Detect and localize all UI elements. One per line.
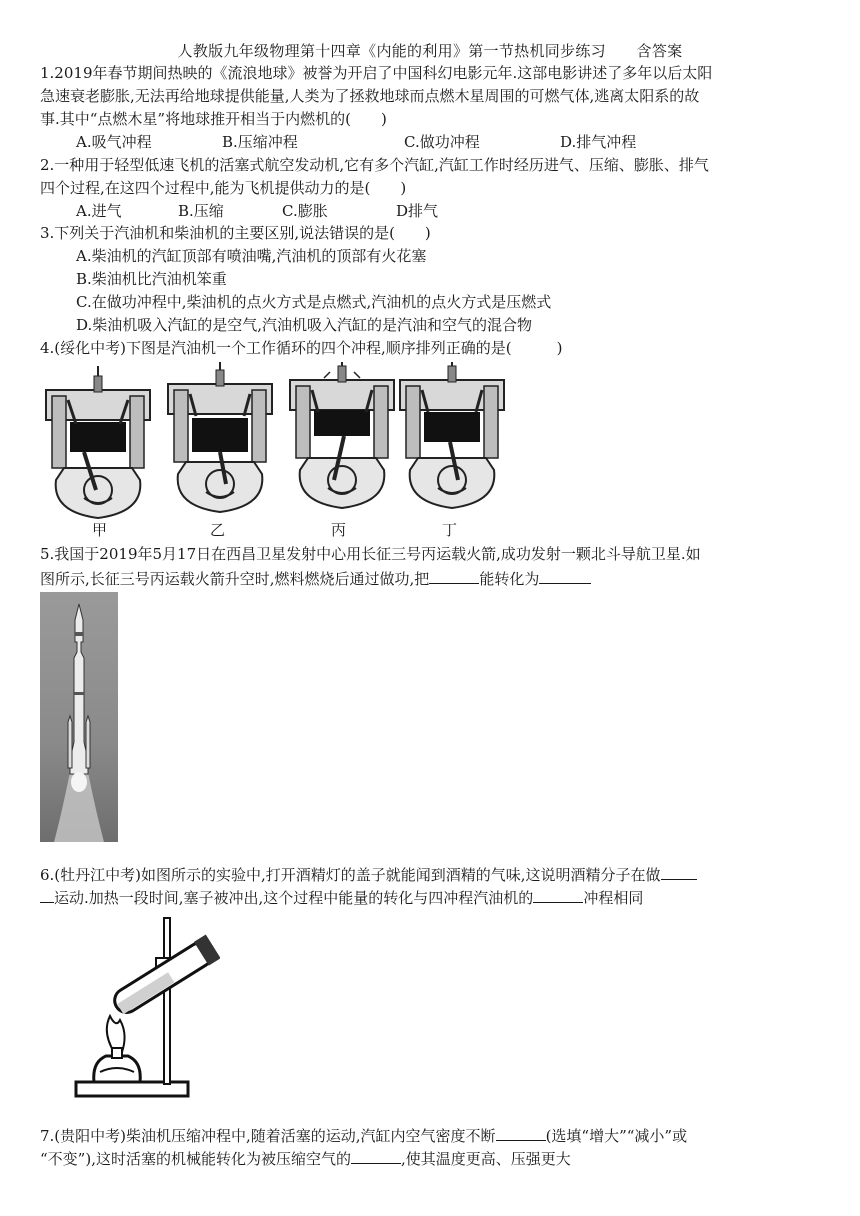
engine-jia-icon: [46, 366, 150, 518]
q3-option-b: B.柴油机比汽油机笨重: [76, 270, 227, 288]
q1-option-a: A.吸气冲程: [76, 133, 152, 151]
q7-line-2: [40, 1146, 571, 1171]
engine-strokes-figure: [40, 362, 520, 542]
q4-stem: 4.(绥化中考)下图是汽油机一个工作循环的四个冲程,顺序排列正确的是( ): [40, 339, 563, 357]
q6-blank-1-end[interactable]: [40, 885, 54, 903]
q5-blank-2[interactable]: [539, 566, 591, 584]
q2-option-d: D排气: [396, 202, 439, 220]
q7-line-2b: ,使其温度更高、压强更大: [400, 1150, 571, 1168]
q2-option-b: B.压缩: [178, 202, 224, 220]
q5-blank-1[interactable]: [429, 566, 479, 584]
q2-line-1: 2.一种用于轻型低速飞机的活塞式航空发动机,它有多个汽缸,汽缸工作时经历进气、压缩、膨胀、排气: [40, 156, 709, 174]
engine-yi-icon: [168, 362, 272, 512]
q1-option-c: C.做功冲程: [404, 133, 480, 151]
alcohol-lamp-apparatus: [70, 912, 220, 1106]
rocket-photo: [40, 592, 118, 842]
q6-line-2: [40, 885, 643, 910]
q5-line-2a: 图所示,长征三号丙运载火箭升空时,燃料燃烧后通过做功,把: [40, 570, 430, 588]
q5-line-2b: 能转化为: [479, 570, 540, 588]
q1-line-1: 1.2019年春节期间热映的《流浪地球》被誉为开启了中国科幻电影元年.这部电影讲述了多年以后太阳: [40, 64, 713, 82]
q6-line-2b: 冲程相同: [583, 889, 644, 907]
engine-label-jia: 甲: [92, 521, 108, 539]
q6-line-1: [40, 862, 697, 887]
q7-blank-1[interactable]: [496, 1123, 546, 1141]
q7-line-1: [40, 1123, 687, 1148]
q6-line-1-text: 6.(牡丹江中考)如图所示的实验中,打开酒精灯的盖子就能闻到酒精的气味,这说明酒精分子在做: [40, 866, 661, 884]
engine-label-ding: 丁: [442, 521, 458, 539]
q6-blank-1-start[interactable]: [661, 862, 697, 880]
q6-line-2a: 运动.加热一段时间,塞子被冲出,这个过程中能量的转化与四冲程汽油机的: [54, 889, 534, 907]
q5-line-1: 5.我国于2019年5月17日在西昌卫星发射中心用长征三号丙运载火箭,成功发射一颗北斗导航卫星.如: [40, 545, 701, 563]
q7-line-1b: (选填“增大”“减小”或: [545, 1127, 688, 1145]
q1-line-2: 急速衰老膨胀,无法再给地球提供能量,人类为了拯救地球而点燃木星周围的可燃气体,逃离太阳系的故: [40, 87, 700, 105]
page-title: 人教版九年级物理第十四章《内能的利用》第一节热机同步练习 含答案: [177, 42, 683, 60]
q5-line-2: [40, 566, 591, 591]
q7-blank-2[interactable]: [351, 1146, 401, 1164]
q7-line-2a: “不变”),这时活塞的机械能转化为被压缩空气的: [40, 1150, 351, 1168]
engine-label-yi: 乙: [210, 521, 226, 539]
q3-option-c: C.在做功冲程中,柴油机的点火方式是点燃式,汽油机的点火方式是压燃式: [76, 293, 552, 311]
q2-option-c: C.膨胀: [282, 202, 328, 220]
engine-bing-icon: [290, 362, 394, 508]
q2-line-2: 四个过程,在这四个过程中,能为飞机提供动力的是( ): [40, 179, 407, 197]
q1-line-3: 事.其中“点燃木星”将地球推开相当于内燃机的( ): [40, 110, 387, 128]
q6-blank-2[interactable]: [533, 885, 583, 903]
engine-ding-icon: [400, 362, 504, 508]
q1-option-b: B.压缩冲程: [222, 133, 298, 151]
engine-label-bing: 丙: [331, 521, 347, 539]
q2-option-a: A.进气: [76, 202, 122, 220]
q3-option-a: A.柴油机的汽缸顶部有喷油嘴,汽油机的顶部有火花塞: [76, 247, 427, 265]
q7-line-1a: 7.(贵阳中考)柴油机压缩冲程中,随着活塞的运动,汽缸内空气密度不断: [40, 1127, 496, 1145]
q1-option-d: D.排气冲程: [560, 133, 637, 151]
q3-stem: 3.下列关于汽油机和柴油机的主要区别,说法错误的是( ): [40, 224, 431, 242]
q3-option-d: D.柴油机吸入汽缸的是空气,汽油机吸入汽缸的是汽油和空气的混合物: [76, 316, 533, 334]
